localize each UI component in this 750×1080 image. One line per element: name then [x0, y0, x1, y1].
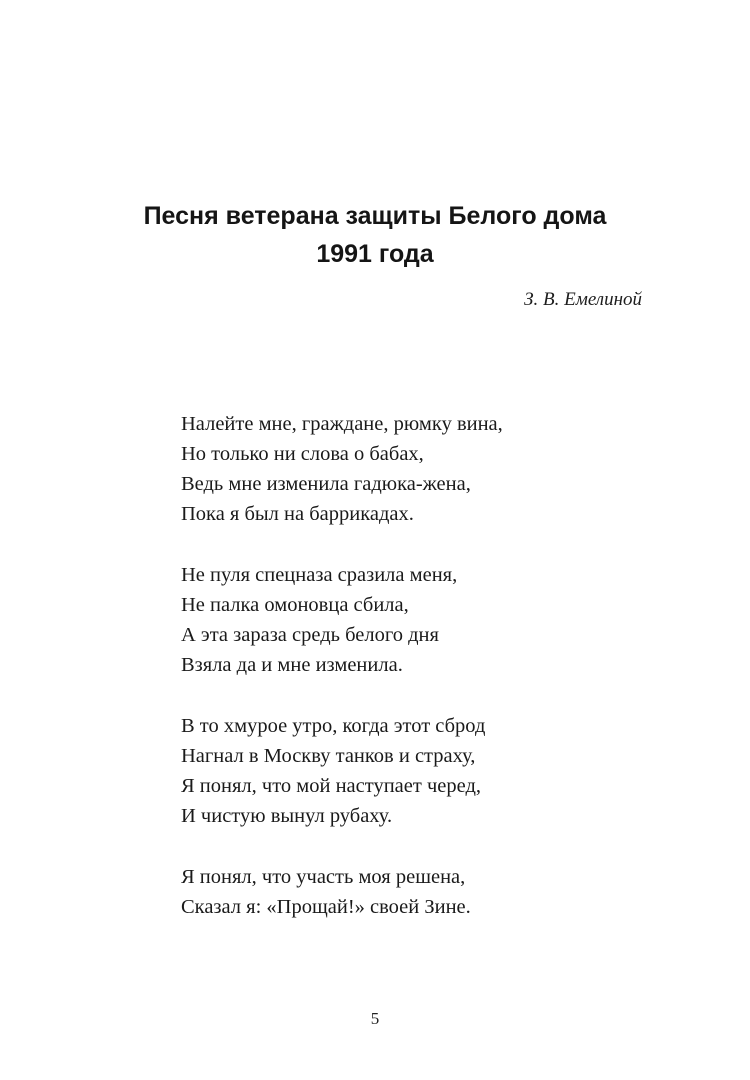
title-line-2: 1991 года [316, 240, 434, 268]
verse-line: А эта зараза средь белого дня [181, 624, 439, 646]
verse-line: Я понял, что мой наступает черед, [181, 775, 481, 797]
poem-body [181, 409, 661, 953]
page-number: 5 [370, 1009, 380, 1028]
poem-title [0, 197, 750, 273]
verse-line: Пока я был на баррикадах. [181, 503, 414, 525]
verse-line: Сказал я: «Прощай!» своей Зине. [181, 896, 471, 918]
stanza [181, 862, 661, 922]
stanza [181, 711, 661, 831]
title-line-1: Песня ветерана защиты Белого дома [143, 202, 607, 230]
verse-line: Не палка омоновца сбила, [181, 594, 409, 616]
verse-line: Ведь мне изменила гадюка-жена, [181, 473, 471, 495]
verse-line: Взяла да и мне изменила. [181, 654, 403, 676]
verse-line: Нагнал в Москву танков и страху, [181, 745, 476, 767]
verse-line: Налейте мне, граждане, рюмку вина, [181, 413, 503, 435]
verse-line: И чистую вынул рубаху. [181, 805, 393, 827]
verse-line: Но только ни слова о бабах, [181, 443, 424, 465]
stanza [181, 409, 661, 529]
dedication: З. В. Емелиной [524, 289, 642, 310]
verse-line: Я понял, что участь моя решена, [181, 866, 466, 888]
verse-line: Не пуля спецназа сразила меня, [181, 564, 458, 586]
verse-line: В то хмурое утро, когда этот сброд [181, 715, 486, 737]
stanza [181, 560, 661, 680]
